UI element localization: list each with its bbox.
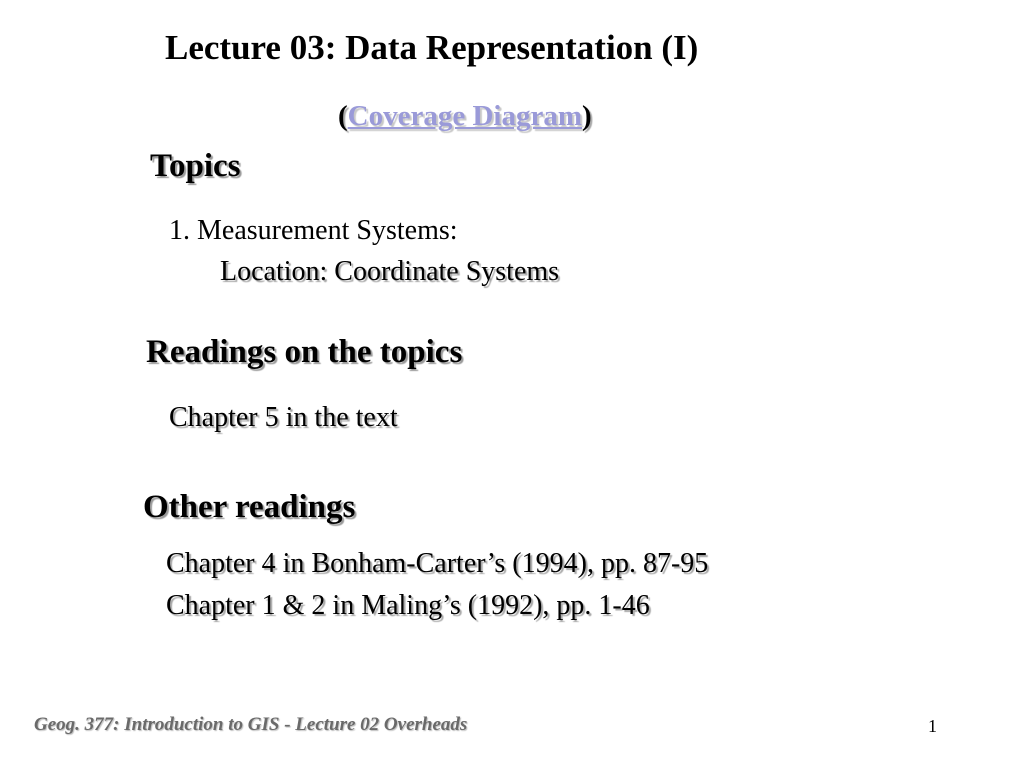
topics-heading: Topics <box>150 148 241 184</box>
topic-subitem-coordinate-systems: Location: Coordinate Systems <box>220 256 560 287</box>
subtitle <box>338 100 592 133</box>
topic-item-measurement-systems: 1. Measurement Systems: <box>169 215 458 246</box>
slide-title: Lecture 03: Data Representation (I) <box>165 28 699 67</box>
other-readings-heading: Other readings <box>143 489 356 525</box>
subtitle-close-paren: ) <box>582 100 592 132</box>
subtitle-open-paren: ( <box>338 100 348 132</box>
footer-course-title: Geog. 377: Introduction to GIS - Lecture 02 Overheads <box>34 714 468 735</box>
page-number: 1 <box>928 716 937 736</box>
other-reading-item: Chapter 1 & 2 in Maling’s (1992), pp. 1-46 <box>166 590 650 621</box>
other-reading-item: Chapter 4 in Bonham-Carter’s (1994), pp. 87-95 <box>166 548 709 579</box>
readings-heading: Readings on the topics <box>146 334 463 370</box>
reading-item-chapter-5: Chapter 5 in the text <box>169 402 398 433</box>
coverage-diagram-link[interactable]: Coverage Diagram <box>347 100 583 132</box>
